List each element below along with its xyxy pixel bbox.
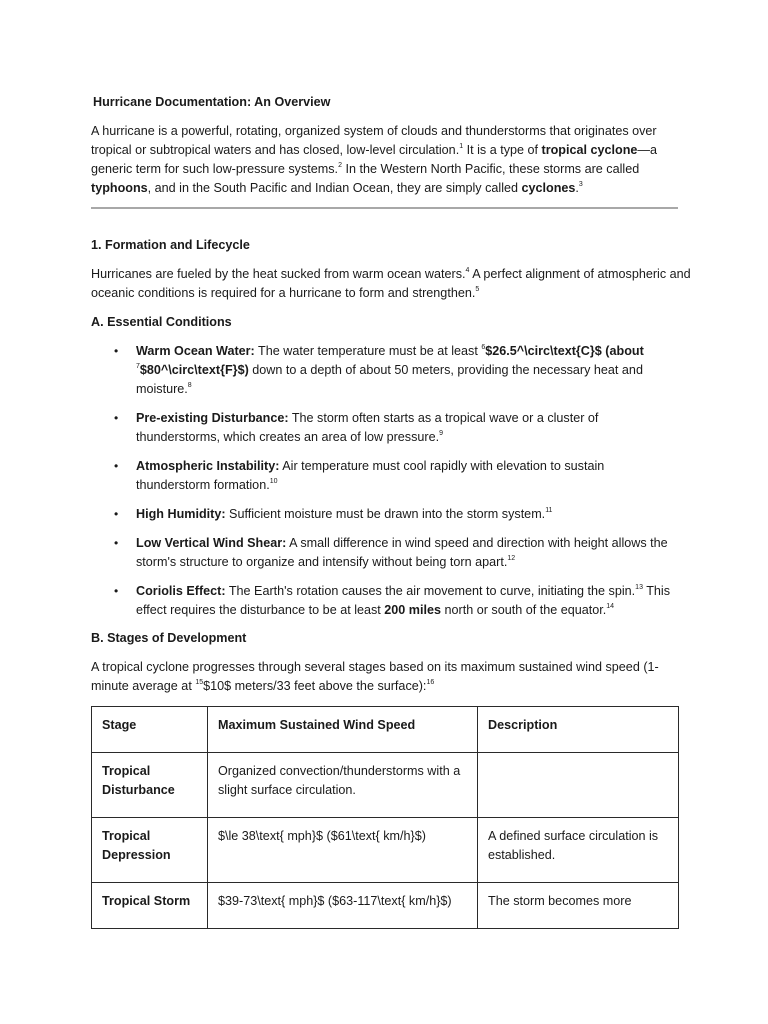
table-cell: Organized convection/thunderstorms with a slight surface circulation. bbox=[208, 753, 478, 818]
list-item: • High Humidity: Sufficient moisture must be drawn into the storm system.$^{11}$ bbox=[91, 505, 671, 524]
bullet-icon: • bbox=[114, 344, 119, 358]
stages-paragraph: A tropical cyclone progresses through several stages based on its maximum sustained wind speed (1-minute average at $^{15}$\$10$ meters/33 feet above the surface):$^{16}$ bbox=[91, 660, 659, 693]
bullet-icon: • bbox=[114, 411, 119, 425]
bullet-icon: • bbox=[114, 459, 119, 473]
table-row bbox=[92, 753, 679, 818]
document-title: Hurricane Documentation: An Overview bbox=[93, 95, 331, 109]
stages-table bbox=[91, 706, 679, 929]
section-heading-formation: 1. Formation and Lifecycle bbox=[91, 238, 250, 252]
bullet-icon: • bbox=[114, 536, 119, 550]
intro-paragraph: A hurricane is a powerful, rotating, organized system of clouds and thunderstorms that originates over tropical or subtropical waters and has closed, low-level circulation.$^1$ It is a type of tropical cyclone—a generic term for such low-pressure systems.$^2$ In the Western North Pacific, these storms are called typhoons, and in the South Pacific and Indian Ocean, they are simply called cyclones.$^3$ bbox=[91, 124, 658, 195]
formation-paragraph: Hurricanes are fueled by the heat sucked from warm ocean waters.$^4$ A perfect alignment of atmospheric and oceanic conditions is required for a hurricane to form and strengthen.$^5$ bbox=[91, 267, 691, 300]
header-cell: Description bbox=[478, 707, 679, 753]
list-item: • Pre-existing Disturbance: The storm often starts as a tropical wave or a cluster of thunderstorms, which creates an area of low pressure.$^9$ bbox=[114, 411, 599, 444]
table-row bbox=[92, 883, 679, 929]
conditions-list bbox=[91, 342, 671, 630]
table-cell: Tropical Depression bbox=[92, 818, 208, 883]
bullet-icon: • bbox=[114, 584, 119, 598]
table-cell: A defined surface circulation is established. bbox=[478, 818, 679, 883]
table-cell: $\le 38\text{ mph}$ ($61\text{ km/h}$) bbox=[208, 818, 478, 883]
header-cell: Stage bbox=[92, 707, 208, 753]
table-cell: Tropical Storm bbox=[92, 883, 208, 929]
table-cell: Tropical Disturbance bbox=[92, 753, 208, 818]
subheading-essential-conditions: A. Essential Conditions bbox=[91, 315, 232, 329]
list-item: • Low Vertical Wind Shear: A small difference in wind speed and direction with height allows the storm's structure to organize and intensify without being torn apart.$^{12}$ bbox=[114, 536, 668, 569]
subheading-stages: B. Stages of Development bbox=[91, 631, 247, 645]
table-cell bbox=[478, 753, 679, 818]
table-row bbox=[92, 818, 679, 883]
table-cell: $39-73\text{ mph}$ ($63-117\text{ km/h}$) bbox=[208, 883, 478, 929]
header-cell: Maximum Sustained Wind Speed bbox=[208, 707, 478, 753]
list-item: • Warm Ocean Water: The water temperature must be at least $^6$\$26.5^\circ\text{C}$ (about $^7$\$80^\circ\text{F}$) down to a depth of about 50 meters, providing the necessary heat and moisture.$^8$ bbox=[114, 344, 644, 396]
bullet-icon: • bbox=[114, 507, 119, 521]
horizontal-rule bbox=[91, 207, 678, 209]
table-cell: The storm becomes more bbox=[478, 883, 679, 929]
table-header-row bbox=[92, 707, 679, 753]
list-item: • Coriolis Effect: The Earth's rotation causes the air movement to curve, initiating the spin.$^{13}$ This effect requires the disturbance to be at least 200 miles north or south of the equator.$^{14}$ bbox=[114, 584, 671, 617]
list-item: • Atmospheric Instability: Air temperature must cool rapidly with elevation to sustain thunderstorm formation.$^{10}$ bbox=[114, 459, 605, 492]
